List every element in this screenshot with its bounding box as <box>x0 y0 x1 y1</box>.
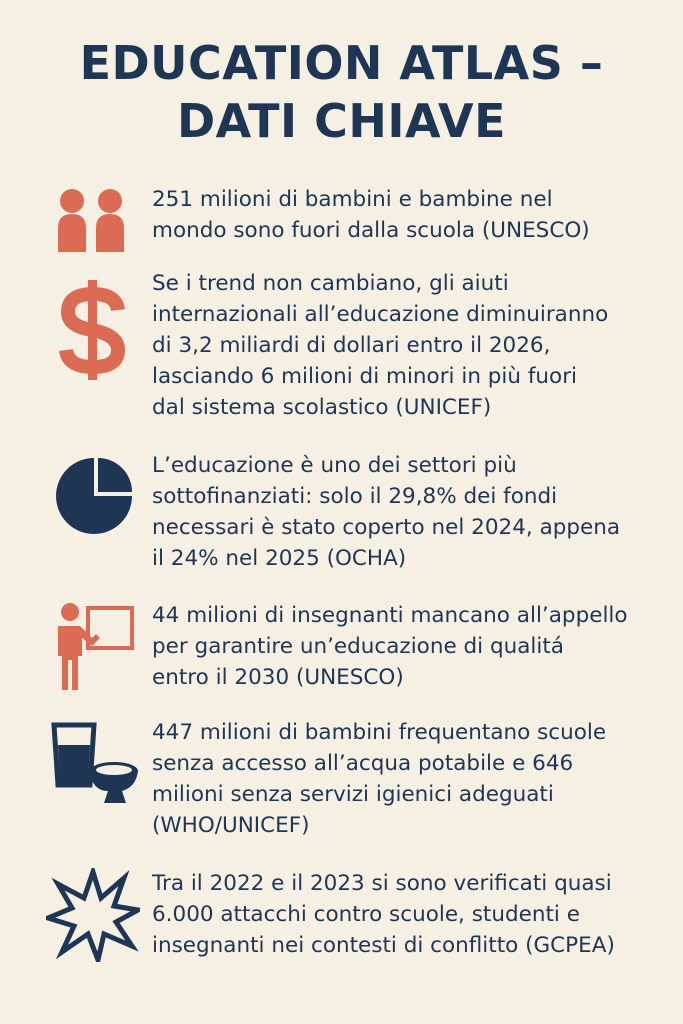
children-icon <box>48 184 138 258</box>
dollar-icon <box>56 280 130 384</box>
fact-item-underfunded <box>0 450 683 580</box>
water-toilet-icon <box>50 721 140 809</box>
page-title <box>0 34 683 150</box>
fact-text-teachers: 44 milioni di insegnanti mancano all’appello per garantire un’educazione di qualitá entro il 2030 (UNESCO) <box>152 603 628 690</box>
fact-item-teachers <box>0 600 683 700</box>
fact-text-funding: Se i trend non cambiano, gli aiuti internazionali all’educazione diminuiranno di 3,2 miliardi di dollari entro il 2026, lasciando 6 milioni di minori in più fuori dal sistema scolastico (UNICEF) <box>152 271 609 420</box>
fact-item-funding <box>0 268 683 428</box>
fact-text-underfunded: L’educazione è uno dei settori più sottofinanziati: solo il 29,8% dei fondi necessari è stato coperto nel 2024, appena il 24% nel 2025 (OCHA) <box>152 453 621 571</box>
fact-item-water <box>0 717 683 847</box>
teacher-icon <box>48 600 140 696</box>
fact-text-water: 447 milioni di bambini frequentano scuole senza accesso all’acqua potabile e 646 milioni senza servizi igienici adeguati (WHO/UNICEF) <box>152 720 607 838</box>
explosion-icon <box>46 868 140 966</box>
fact-item-children <box>0 184 683 254</box>
fact-item-attacks <box>0 868 683 968</box>
fact-text-children: 251 milioni di bambini e bambine nel mondo sono fuori dalla scuola (UNESCO) <box>152 187 590 243</box>
page-title-line-2: DATI CHIAVE <box>176 94 507 148</box>
page-title-line-1: EDUCATION ATLAS – <box>79 36 604 90</box>
pie-chart-icon <box>52 454 136 542</box>
fact-text-attacks: Tra il 2022 e il 2023 si sono verificati quasi 6.000 attacchi contro scuole, studenti e insegnanti nei contesti di conflitto (GCPEA) <box>152 871 615 958</box>
